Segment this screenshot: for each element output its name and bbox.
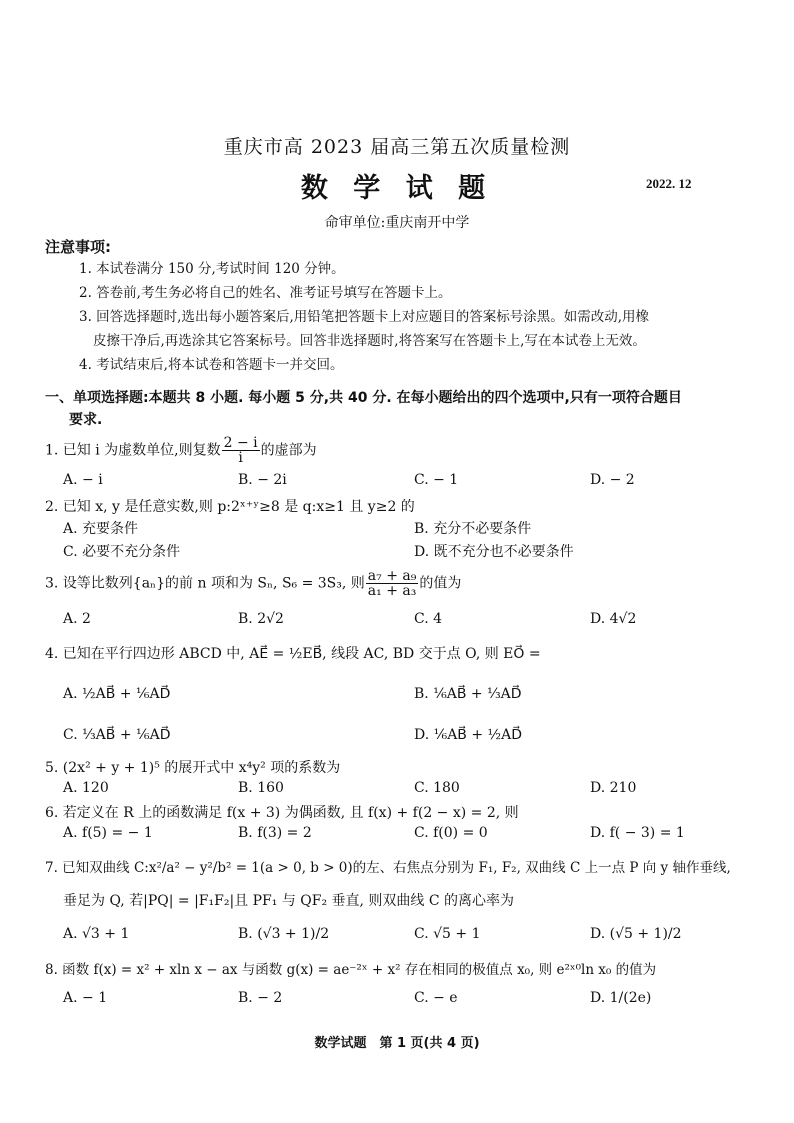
- option-c: C. − 1: [414, 472, 459, 488]
- option-c: C. 必要不充分条件: [63, 544, 181, 560]
- fraction: [222, 436, 260, 465]
- option-d: D. ⅙AB⃗ + ½AD⃗: [414, 727, 523, 743]
- option-a: A. − i: [63, 472, 103, 488]
- section-heading-line: 一、单项选择题:本题共 8 小题. 每小题 5 分,共 40 分. 在每小题给出的四个选项中,只有一项符合题目: [45, 390, 682, 406]
- option-d: D. 4√2: [590, 611, 637, 627]
- question-text: 1. 已知 i 为虚数单位,则复数: [45, 442, 221, 459]
- option-b: B. f(3) = 2: [238, 825, 312, 841]
- question-5: 5. (2x² + y + 1)⁵ 的展开式中 x⁴y² 项的系数为: [45, 760, 341, 776]
- option-c: C. − e: [414, 990, 458, 1006]
- option-d: D. 既不充分也不必要条件: [414, 544, 574, 560]
- denominator: i: [238, 450, 243, 466]
- numerator: a₇ + a₉: [367, 568, 417, 584]
- option-a: A. 2: [63, 611, 91, 627]
- exam-date: 2022. 12: [646, 176, 692, 191]
- exam-title: 重庆市高 2023 届高三第五次质量检测: [223, 136, 571, 158]
- section-heading: [45, 387, 755, 431]
- author-line: 命审单位:重庆南开中学: [324, 215, 470, 231]
- option-b: B. 2√2: [238, 611, 284, 627]
- option-c: C. 4: [414, 611, 443, 627]
- notice-item: 4. 考试结束后,将本试卷和答题卡一并交回。: [79, 357, 344, 373]
- fraction: [366, 569, 419, 598]
- question-6: 6. 若定义在 R 上的函数满足 f(x + 3) 为偶函数, 且 f(x) + f(2 − x) = 2, 则: [45, 805, 519, 821]
- section-heading-line: 要求.: [69, 412, 103, 428]
- question-1: [45, 436, 317, 465]
- question-3: [45, 569, 461, 598]
- option-b: B. − 2i: [238, 472, 287, 488]
- option-b: B. 充分不必要条件: [414, 521, 532, 537]
- option-c: C. √5 + 1: [414, 926, 481, 942]
- option-a: A. − 1: [63, 990, 108, 1006]
- denominator: a₁ + a₃: [367, 583, 417, 599]
- option-c: C. f(0) = 0: [414, 825, 488, 841]
- notice-item: 皮擦干净后,再选涂其它答案标号。回答非选择题时,将答案写在答题卡上,写在本试卷上无效。: [93, 333, 646, 349]
- subject-title: 数 学 试 题: [300, 173, 494, 204]
- question-2: 2. 已知 x, y 是任意实数,则 p:2ˣ⁺ʸ≥8 是 q:x≥1 且 y≥2 的: [45, 499, 415, 515]
- option-a: A. ½AB⃗ + ⅙AD⃗: [63, 686, 171, 702]
- option-c: C. ⅓AB⃗ + ⅙AD⃗: [63, 727, 171, 743]
- option-d: D. (√5 + 1)/2: [590, 926, 682, 942]
- numerator: 2 − i: [223, 435, 258, 451]
- question-7-cont: 垂足为 Q, 若|PQ| = |F₁F₂|且 PF₁ 与 QF₂ 垂直, 则双曲线 C 的离心率为: [63, 893, 515, 909]
- question-text: 的虚部为: [260, 442, 317, 459]
- option-b: B. 160: [238, 780, 284, 796]
- option-d: D. f( − 3) = 1: [590, 825, 685, 841]
- notice-item: 2. 答卷前,考生务必将自己的姓名、准考证号填写在答题卡上。: [79, 285, 452, 301]
- question-4: 4. 已知在平行四边形 ABCD 中, AE⃗ = ½EB⃗, 线段 AC, BD 交于点 O, 则 EO⃗ =: [45, 646, 541, 662]
- question-8: 8. 函数 f(x) = x² + xln x − ax 与函数 g(x) = ae⁻²ˣ + x² 存在相同的极值点 x₀, 则 e²ˣ⁰ln x₀ 的值为: [45, 962, 657, 978]
- option-a: A. 充要条件: [63, 521, 139, 537]
- notice-item: 1. 本试卷满分 150 分,考试时间 120 分钟。: [79, 261, 345, 277]
- option-a: A. f(5) = − 1: [63, 825, 153, 841]
- option-d: D. 210: [590, 780, 637, 796]
- option-d: D. 1/(2e): [590, 990, 652, 1006]
- option-b: B. − 2: [238, 990, 283, 1006]
- question-text: 的值为: [419, 575, 462, 592]
- option-a: A. 120: [63, 780, 109, 796]
- question-text: 3. 设等比数列{aₙ}的前 n 项和为 Sₙ, S₆ = 3S₃, 则: [45, 575, 365, 592]
- option-b: B. (√3 + 1)/2: [238, 926, 330, 942]
- question-7: 7. 已知双曲线 C:x²/a² − y²/b² = 1(a > 0, b > 0)的左、右焦点分别为 F₁, F₂, 双曲线 C 上一点 P 向 y 轴作垂线,: [45, 860, 731, 876]
- notice-heading: 注意事项:: [45, 238, 111, 256]
- page-footer: 数学试题 第 1 页(共 4 页): [314, 1036, 480, 1051]
- option-b: B. ⅙AB⃗ + ⅓AD⃗: [414, 686, 522, 702]
- option-c: C. 180: [414, 780, 460, 796]
- notice-item: 3. 回答选择题时,选出每小题答案后,用铅笔把答题卡上对应题目的答案标号涂黑。如需改动,用橡: [79, 309, 650, 325]
- option-a: A. √3 + 1: [63, 926, 130, 942]
- option-d: D. − 2: [590, 472, 635, 488]
